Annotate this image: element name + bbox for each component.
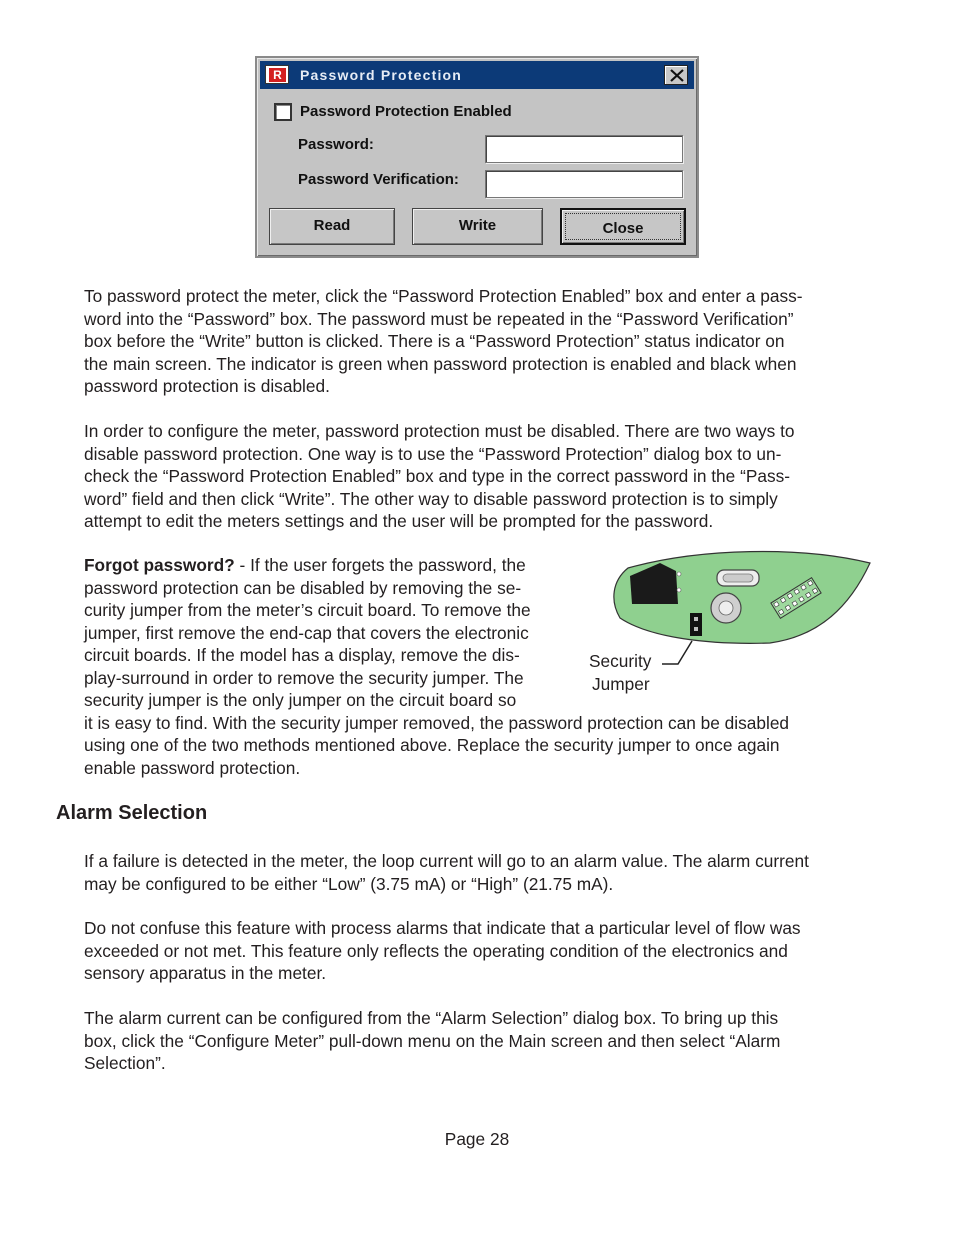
password-input[interactable] [485, 135, 683, 163]
dialog-title: Password Protection [300, 67, 463, 83]
read-button[interactable]: Read [269, 208, 395, 245]
password-verification-label: Password Verification: [298, 171, 459, 188]
password-verification-input[interactable] [485, 170, 683, 198]
paragraph-alarm-confuse: Do not confuse this feature with process alarms that indicate that a particular level of flow was exceeded or not met. This feature only reflects the operating condition of the electronics and sensory apparatus in the meter. [84, 918, 801, 983]
forgot-password-heading: Forgot password? [84, 555, 235, 575]
security-jumper [690, 613, 702, 636]
alarm-selection-heading: Alarm Selection [56, 802, 208, 824]
password-label: Password: [298, 136, 374, 153]
paragraph-alarm-failure: If a failure is detected in the meter, the loop current will go to an alarm value. The alarm current may be configured to be either “Low” (3.75 mA) or “High” (21.75 mA). [84, 851, 809, 894]
paragraph-disable-protection: In order to configure the meter, password protection must be disabled. There are two ways to disable password protection. One way is to use the “Password Protection” dialog box to un- check the “Password Protection Enabled” box and type in the correct password in the “Pass- word” field and then click “Write”. The other way to disable password protection is to simply attempt to edit the meters settings and the user will be prompted for the password. [84, 421, 795, 531]
jumper-callout-line [662, 641, 692, 664]
close-button[interactable] [560, 208, 686, 245]
paragraph-password-protect: To password protect the meter, click the “Password Protection Enabled” box and enter a pass- word into the “Password” box. The password must be repeated in the “Password Verification” box before the “Write” button is clicked. There is a “Password Protection” status indicator on the main screen. The indicator is green when password protection is enabled and black when password protection is disabled. [84, 286, 803, 396]
password-protection-checkbox[interactable] [274, 103, 292, 121]
write-button[interactable]: Write [412, 208, 543, 245]
security-jumper-label-line1: Security [589, 651, 652, 671]
security-jumper-label-line2: Jumper [592, 674, 650, 694]
close-button-label: Close [565, 213, 681, 240]
paragraph-forgot-password: Forgot password? - If the user forgets the password, the password protection can be disabled by removing the se- curity jumper from the meter’s circuit board. To remove the jumper, first remove the end-cap that covers the electronic circuit boards. If the model has a display, remove the dis- play-surround in order to remove the security jumper. The security jumper is the only jumper on the circuit board so it is easy to find. With the security jumper removed, the password protection can be disabled using one of the two methods mentioned above. Replace the security jumper to once again enable password protection. [84, 555, 790, 778]
close-icon[interactable] [664, 65, 688, 85]
password-protection-dialog [255, 56, 699, 258]
dialog-titlebar[interactable] [260, 61, 694, 89]
paragraph-alarm-configure: The alarm current can be configured from the “Alarm Selection” dialog box. To bring up this box, click the “Configure Meter” pull-down menu on the Main screen and then select “Alarm Selection”. [84, 1008, 781, 1073]
page-number: Page 28 [444, 1129, 510, 1149]
app-logo-icon: R [265, 65, 289, 84]
password-protection-enabled-label: Password Protection Enabled [300, 103, 512, 120]
